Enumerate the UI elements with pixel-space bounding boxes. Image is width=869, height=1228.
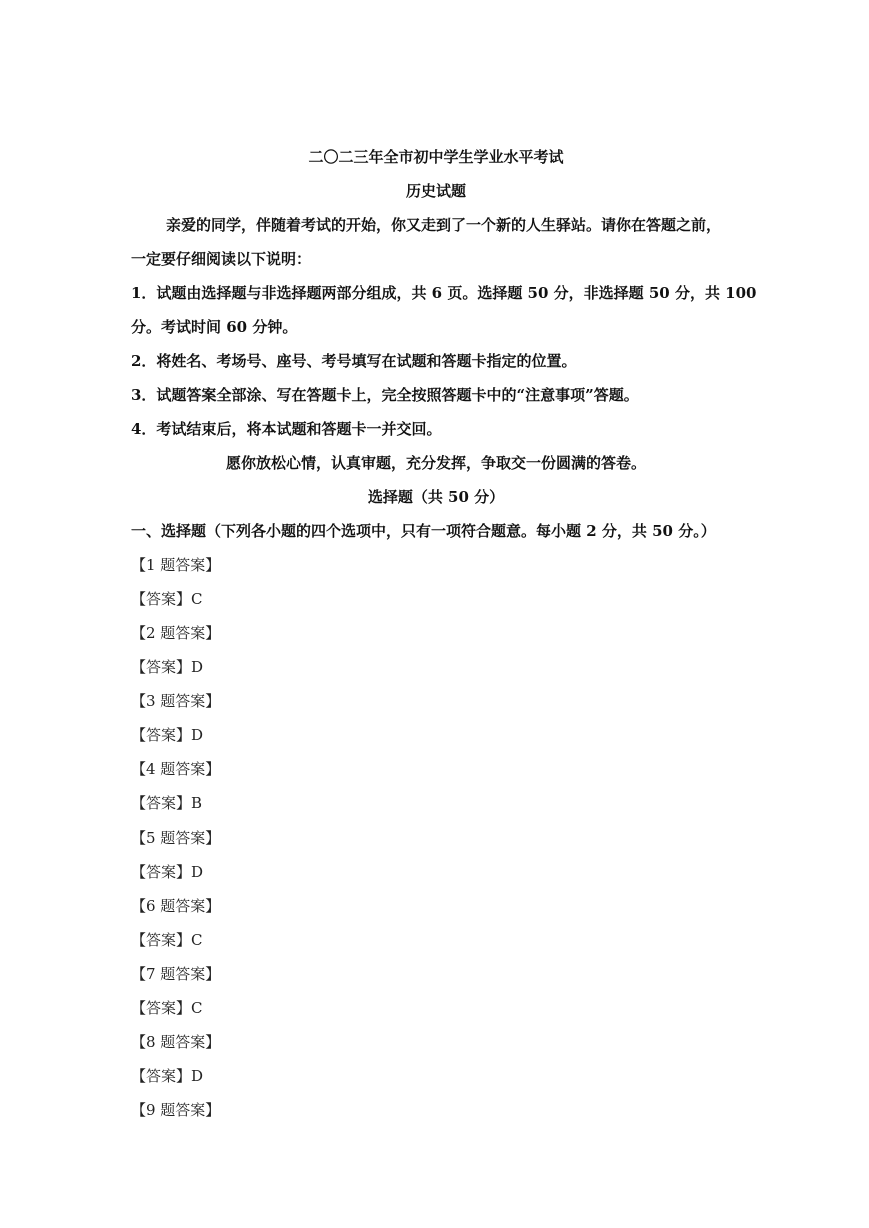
question-8-label: 【8 题答案】 bbox=[131, 1033, 221, 1051]
intro-line-1: 亲爱的同学，伴随着考试的开始，你又走到了一个新的人生驿站。请你在答题之前， bbox=[166, 216, 722, 234]
intro-line-2: 一定要仔细阅读以下说明： bbox=[131, 250, 312, 268]
instruction-3: 3．试题答案全部涂、写在答题卡上，完全按照答题卡中的“注意事项”答题。 bbox=[131, 386, 639, 404]
exam-subtitle: 历史试题 bbox=[405, 182, 466, 200]
wish-line: 愿你放松心情，认真审题，充分发挥，争取交一份圆满的答卷。 bbox=[225, 454, 646, 472]
question-4-label: 【4 题答案】 bbox=[131, 760, 221, 778]
question-2-answer: 【答案】D bbox=[131, 658, 204, 676]
instruction-2: 2．将姓名、考场号、座号、考号填写在试题和答题卡指定的位置。 bbox=[131, 352, 577, 370]
question-9-label: 【9 题答案】 bbox=[131, 1101, 221, 1119]
question-8-answer: 【答案】D bbox=[131, 1067, 204, 1085]
question-6-answer: 【答案】C bbox=[131, 931, 203, 949]
question-7-label: 【7 题答案】 bbox=[131, 965, 221, 983]
instruction-4: 4．考试结束后，将本试题和答题卡一并交回。 bbox=[131, 420, 442, 438]
question-2-label: 【2 题答案】 bbox=[131, 624, 221, 642]
question-6-label: 【6 题答案】 bbox=[131, 897, 221, 915]
instruction-1-cont: 分。考试时间 60 分钟。 bbox=[131, 318, 298, 336]
instruction-1: 1．试题由选择题与非选择题两部分组成，共 6 页。选择题 50 分，非选择题 50 分，共 100 bbox=[131, 284, 757, 302]
question-7-answer: 【答案】C bbox=[131, 999, 203, 1017]
question-3-label: 【3 题答案】 bbox=[131, 692, 221, 710]
question-3-answer: 【答案】D bbox=[131, 726, 204, 744]
section-title: 选择题（共 50 分） bbox=[367, 488, 505, 506]
question-4-answer: 【答案】B bbox=[131, 794, 203, 812]
question-5-answer: 【答案】D bbox=[131, 863, 204, 881]
question-1-label: 【1 题答案】 bbox=[131, 556, 221, 574]
question-1-answer: 【答案】C bbox=[131, 590, 203, 608]
section-heading: 一、选择题（下列各小题的四个选项中，只有一项符合题意。每小题 2 分，共 50 分。） bbox=[131, 522, 716, 540]
question-5-label: 【5 题答案】 bbox=[131, 829, 221, 847]
exam-title: 二〇二三年全市初中学生学业水平考试 bbox=[308, 148, 564, 166]
